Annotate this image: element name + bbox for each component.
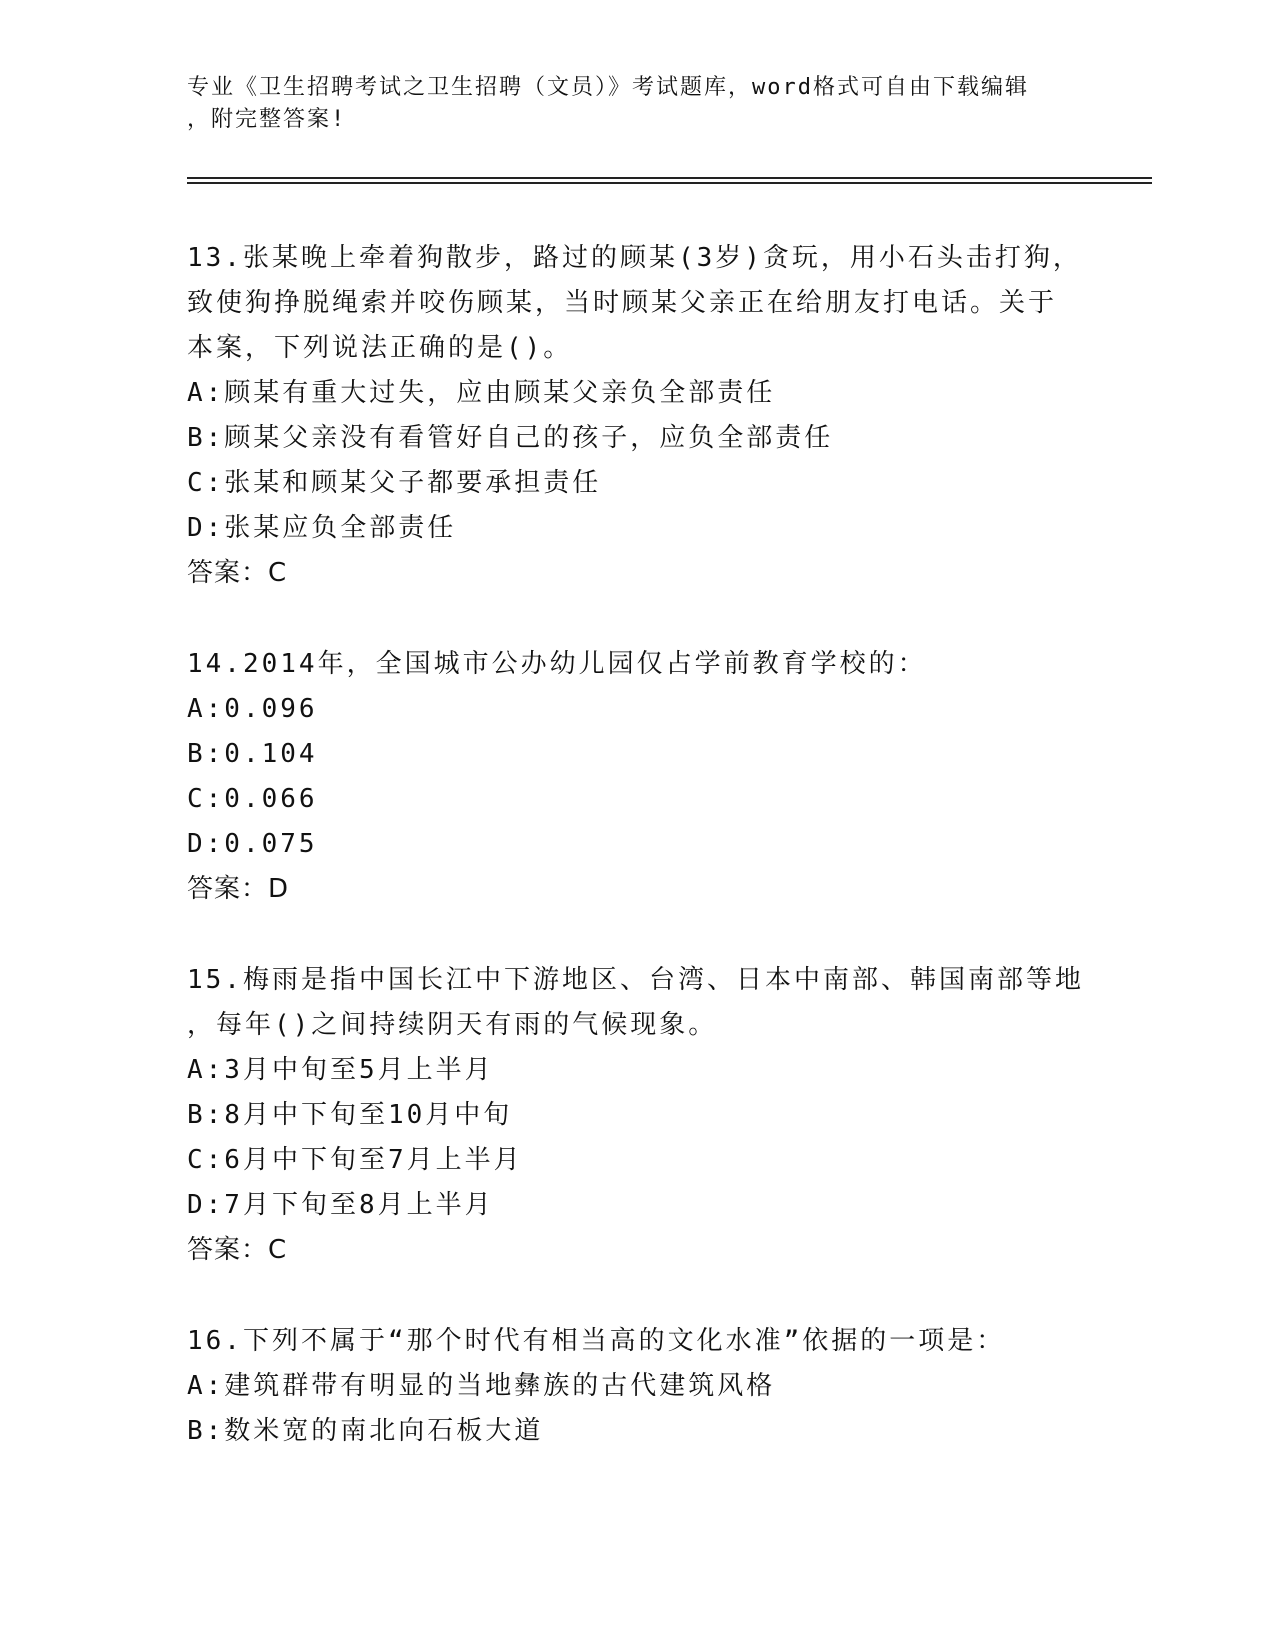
question-stem <box>187 1319 1087 1364</box>
option-a: A:0.096 <box>187 694 318 724</box>
option-d: D:7月下旬至8月上半月 <box>187 1190 494 1220</box>
question-list <box>187 236 1087 1500</box>
question-16 <box>187 1319 1087 1454</box>
header-line-2: ，附完整答案! <box>187 107 347 132</box>
option-b: B:顾某父亲没有看管好自己的孩子，应负全部责任 <box>187 423 834 453</box>
question-stem <box>187 958 1087 1048</box>
answer: 答案：D <box>187 874 290 904</box>
question-14 <box>187 642 1087 912</box>
option-c: C:0.066 <box>187 784 318 814</box>
document-header <box>187 72 1087 136</box>
answer: 答案：C <box>187 1235 288 1265</box>
stem-line: 本案，下列说法正确的是()。 <box>187 333 573 363</box>
question-stem <box>187 642 1087 687</box>
header-divider-bottom <box>187 182 1152 184</box>
option-a: A:建筑群带有明显的当地彝族的古代建筑风格 <box>187 1371 776 1401</box>
stem-line: 致使狗挣脱绳索并咬伤顾某，当时顾某父亲正在给朋友打电话。关于 <box>187 288 1058 318</box>
stem-line: 14.2014年，全国城市公办幼儿园仅占学前教育学校的： <box>187 649 927 679</box>
option-c: C:张某和顾某父子都要承担责任 <box>187 468 602 498</box>
stem-line: 13.张某晚上牵着狗散步，路过的顾某(3岁)贪玩，用小石头击打狗， <box>187 243 1082 273</box>
header-divider-top <box>187 177 1152 179</box>
question-stem <box>187 236 1087 371</box>
stem-line: 16.下列不属于“那个时代有相当高的文化水准”依据的一项是： <box>187 1326 1006 1356</box>
option-d: D:0.075 <box>187 829 318 859</box>
option-c: C:6月中下旬至7月上半月 <box>187 1145 523 1175</box>
option-b: B:数米宽的南北向石板大道 <box>187 1416 544 1446</box>
stem-line: 15.梅雨是指中国长江中下游地区、台湾、日本中南部、韩国南部等地 <box>187 965 1084 995</box>
option-b: B:0.104 <box>187 739 318 769</box>
option-b: B:8月中下旬至10月中旬 <box>187 1100 513 1130</box>
answer: 答案：C <box>187 558 288 588</box>
header-line-1: 专业《卫生招聘考试之卫生招聘（文员）》考试题库，word格式可自由下载编辑 <box>187 75 1029 100</box>
question-13 <box>187 236 1087 596</box>
stem-line: ，每年()之间持续阴天有雨的气候现象。 <box>187 1010 718 1040</box>
option-a: A:3月中旬至5月上半月 <box>187 1055 494 1085</box>
option-d: D:张某应负全部责任 <box>187 513 457 543</box>
option-a: A:顾某有重大过失，应由顾某父亲负全部责任 <box>187 378 776 408</box>
question-15 <box>187 958 1087 1273</box>
